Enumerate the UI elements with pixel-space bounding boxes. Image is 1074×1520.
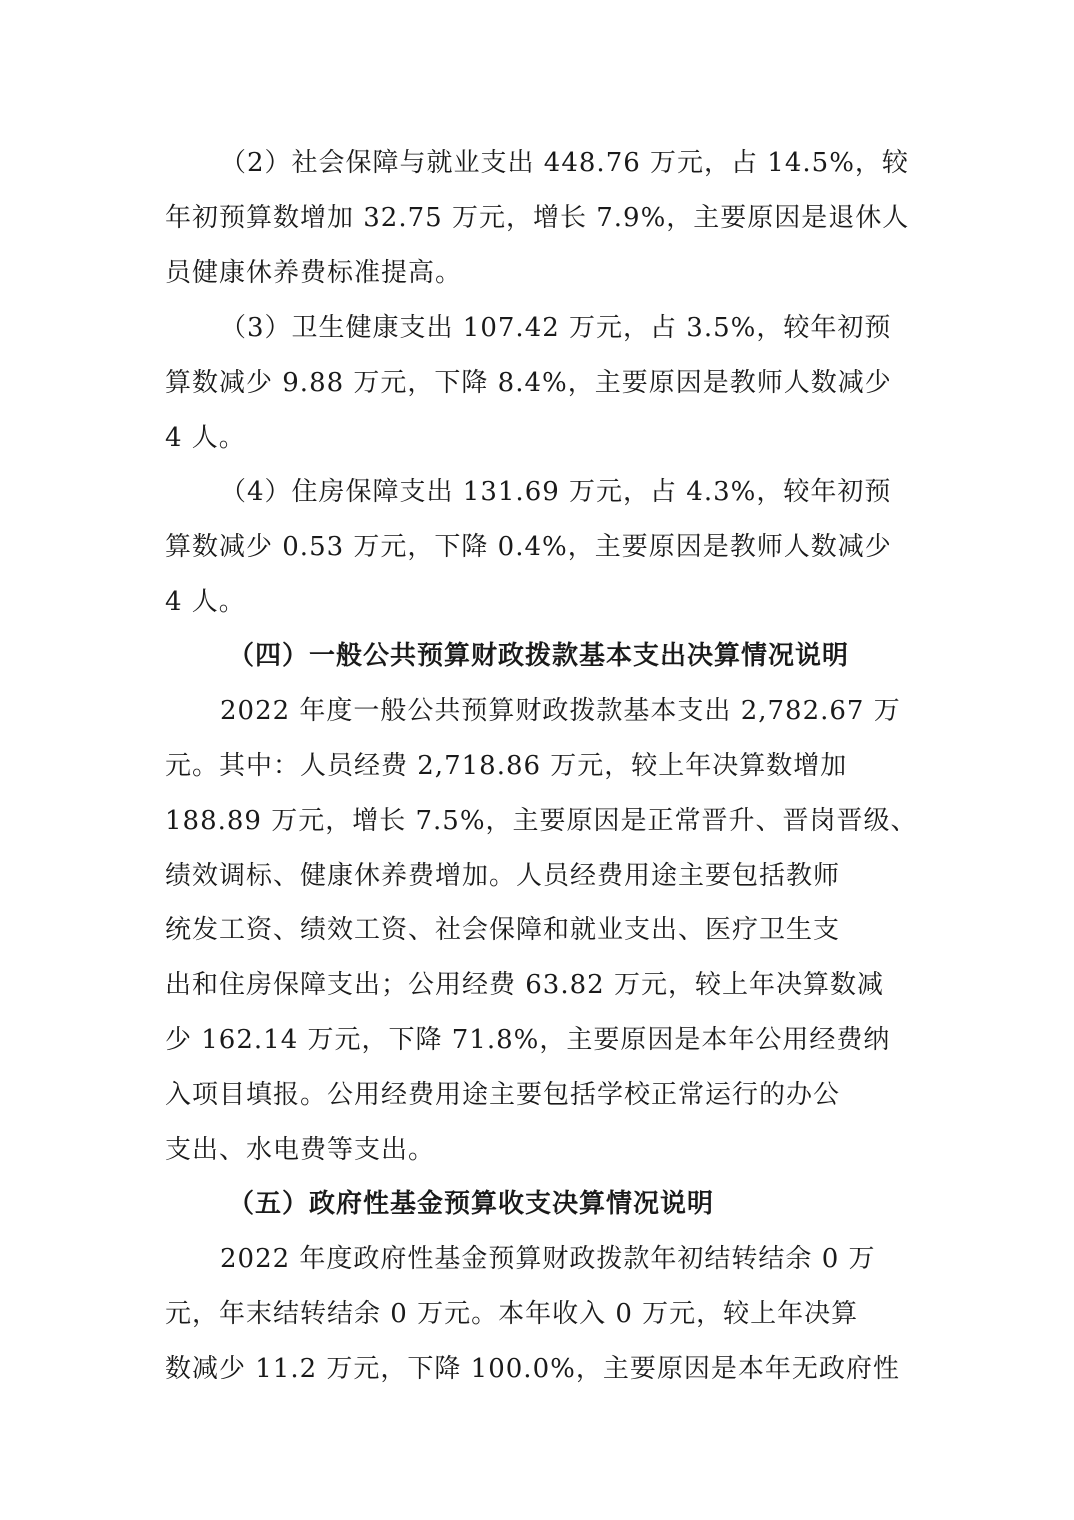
paragraph-line: 算数减少 0.53 万元，下降 0.4%，主要原因是教师人数减少 xyxy=(165,532,892,562)
paragraph-line: 统发工资、绩效工资、社会保障和就业支出、医疗卫生支 xyxy=(165,915,841,945)
paragraph-line: 绩效调标、健康休养费增加。人员经费用途主要包括教师 xyxy=(165,861,841,891)
paragraph-line: 出和住房保障支出；公用经费 63.82 万元，较上年决算数减 xyxy=(165,970,884,1000)
paragraph-line: 数减少 11.2 万元，下降 100.0%，主要原因是本年无政府性 xyxy=(165,1354,900,1384)
paragraph-line: 2022 年度政府性基金预算财政拨款年初结转结余 0 万 xyxy=(220,1244,876,1274)
paragraph-line: 2022 年度一般公共预算财政拨款基本支出 2,782.67 万 xyxy=(220,696,901,726)
paragraph-line: 入项目填报。公用经费用途主要包括学校正常运行的办公 xyxy=(165,1080,841,1110)
paragraph-line: 少 162.14 万元，下降 71.8%，主要原因是本年公用经费纳 xyxy=(165,1025,891,1055)
paragraph-line: 算数减少 9.88 万元，下降 8.4%，主要原因是教师人数减少 xyxy=(165,368,892,398)
paragraph-line: （4）住房保障支出 131.69 万元，占 4.3%，较年初预 xyxy=(220,477,892,507)
paragraph-line: 员健康休养费标准提高。 xyxy=(165,258,463,288)
paragraph-line: （2）社会保障与就业支出 448.76 万元，占 14.5%，较 xyxy=(220,148,909,178)
paragraph-line: 支出、水电费等支出。 xyxy=(165,1135,436,1165)
section-heading: （五）政府性基金预算收支决算情况说明 xyxy=(228,1189,715,1219)
paragraph-line: 4 人。 xyxy=(165,587,246,617)
paragraph-line: 元。其中：人员经费 2,718.86 万元，较上年决算数增加 xyxy=(165,751,848,781)
paragraph-line: （3）卫生健康支出 107.42 万元，占 3.5%，较年初预 xyxy=(220,313,892,343)
paragraph-line: 元，年末结转结余 0 万元。本年收入 0 万元，较上年决算 xyxy=(165,1299,859,1329)
section-heading: （四）一般公共预算财政拨款基本支出决算情况说明 xyxy=(228,641,850,671)
paragraph-line: 4 人。 xyxy=(165,423,246,453)
paragraph-line: 188.89 万元，增长 7.5%，主要原因是正常晋升、晋岗晋级、 xyxy=(165,806,918,836)
paragraph-line: 年初预算数增加 32.75 万元，增长 7.9%，主要原因是退休人 xyxy=(165,203,910,233)
